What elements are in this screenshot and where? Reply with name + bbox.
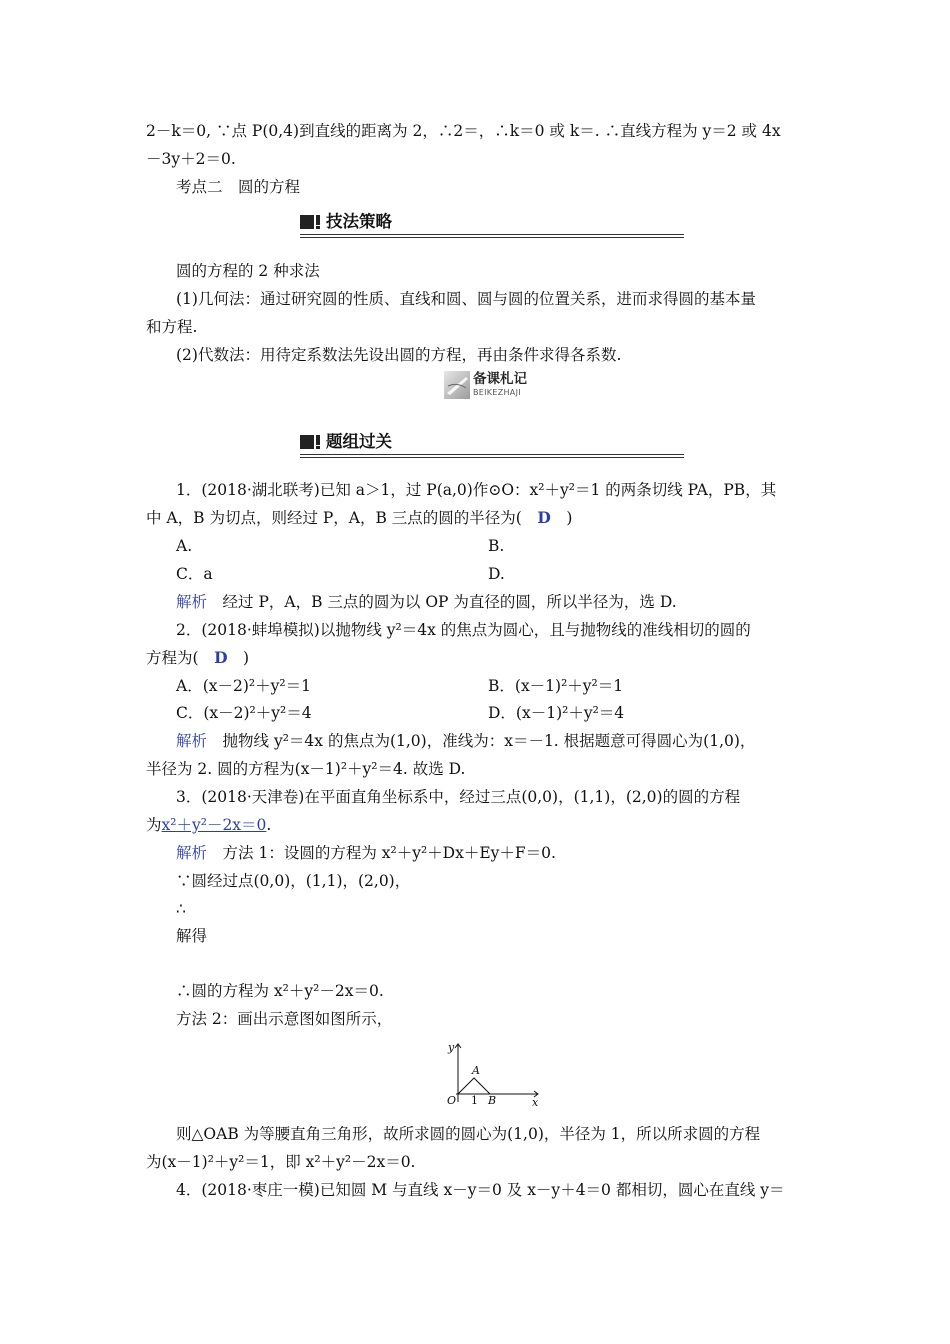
text-line: 和方程. (146, 318, 198, 336)
tick-label: 1 (471, 1094, 478, 1106)
solution-3: ∵圆经过点(0,0)，(1,1)，(2,0)， (176, 872, 411, 890)
solution-2: 半径为 2. 圆的方程为(x－1)²＋y²＝4. 故选 D. (146, 760, 466, 778)
beike-zhaji-logo (444, 371, 540, 401)
origin-label: O (447, 1094, 457, 1106)
y-axis-label: y (448, 1041, 455, 1054)
option-b: B．(x－1)²＋y²＝1 (488, 677, 624, 695)
jiexi-label: 解析 (176, 844, 208, 862)
point-a-label: A (472, 1064, 480, 1077)
solution-3: 则△OAB 为等腰直角三角形，故所求圆的圆心为(1,0)，半径为 1，所以所求圆的方程 (176, 1125, 761, 1143)
x-axis-label: x (532, 1096, 539, 1106)
question-2-stem: 2．(2018·蚌埠模拟)以抛物线 y²＝4x 的焦点为圆心，且与抛物线的准线相切的圆的 (176, 621, 751, 639)
option-a: A．(x－2)²＋y²＝1 (176, 677, 311, 695)
point-b-label: B (488, 1094, 497, 1106)
jiexi-label: 解析 (176, 593, 208, 611)
section-title: 题组过关 (326, 432, 392, 451)
section-header-tizu (300, 432, 684, 458)
option-d: D. (488, 565, 505, 583)
triangle-figure (438, 1040, 542, 1106)
option-c: C．(x－2)²＋y²＝4 (176, 704, 312, 722)
answer: D (214, 648, 228, 667)
text-line: (1)几何法：通过研究圆的性质、直线和圆、圆与圆的位置关系，进而求得圆的基本量 (176, 290, 756, 308)
solution-3: 解得 (176, 927, 208, 945)
option-c: C．a (176, 565, 213, 583)
solution-3: 方法 2：画出示意图如图所示， (176, 1010, 393, 1028)
section-marker-icon (300, 435, 314, 449)
solution-3: 为(x－1)²＋y²＝1，即 x²＋y²－2x＝0. (146, 1153, 416, 1171)
option-a: A. (176, 537, 193, 555)
section-marker-icon (300, 215, 314, 229)
answer: D (537, 508, 551, 527)
notebook-icon (444, 371, 470, 399)
text-line: 2－k＝0, ∵点 P(0,4)到直线的距离为 2，∴2＝，∴k＝0 或 k＝. ∴直线方程为 y＝2 或 4x (146, 122, 781, 140)
beike-subtitle: BEIKEZHAJI (473, 388, 521, 397)
triangle-oab (458, 1078, 490, 1094)
solution-2: 解析 抛物线 y²＝4x 的焦点为(1,0)，准线为：x＝－1. 根据题意可得圆心为(1,0)， (176, 732, 756, 750)
question-2-stem: 方程为( D ) (146, 648, 250, 667)
section-header-jifa (300, 212, 684, 238)
beike-title: 备课札记 (473, 371, 527, 387)
solution-3: 解析 方法 1：设圆的方程为 x²＋y²＋Dx＋Ey＋F＝0. (176, 844, 556, 862)
text-line: (2)代数法：用待定系数法先设出圆的方程，再由条件求得各系数. (176, 346, 622, 364)
jiexi-label: 解析 (176, 732, 208, 750)
question-3-stem: 为x²＋y²－2x＝0. (146, 816, 272, 834)
question-3-stem: 3．(2018·天津卷)在平面直角坐标系中，经过三点(0,0)，(1,1)，(2,0)的圆的方程 (176, 788, 741, 806)
topic-heading: 考点二 圆的方程 (176, 178, 301, 196)
section-title: 技法策略 (326, 212, 392, 231)
question-4-stem: 4．(2018·枣庄一模)已知圆 M 与直线 x－y＝0 及 x－y＋4＝0 都相切，圆心在直线 y＝ (176, 1181, 785, 1199)
option-b: B. (488, 537, 505, 555)
text-line: 圆的方程的 2 种求法 (176, 262, 320, 280)
solution-1: 解析 经过 P，A，B 三点的圆为以 OP 为直径的圆，所以半径为，选 D. (176, 593, 677, 611)
solution-3: ∴ (176, 900, 186, 918)
option-d: D．(x－1)²＋y²＝4 (488, 704, 625, 722)
solution-3: ∴圆的方程为 x²＋y²－2x＝0. (176, 982, 384, 1000)
question-1-stem: 中 A，B 为切点，则经过 P，A，B 三点的圆的半径为( D ) (146, 508, 573, 527)
text-line: －3y＋2＝0. (146, 150, 236, 168)
question-1-stem: 1．(2018·湖北联考)已知 a＞1，过 P(a,0)作⊙O：x²＋y²＝1 的两条切线 PA，PB，其 (176, 481, 777, 499)
answer: x²＋y²－2x＝0 (161, 816, 267, 834)
